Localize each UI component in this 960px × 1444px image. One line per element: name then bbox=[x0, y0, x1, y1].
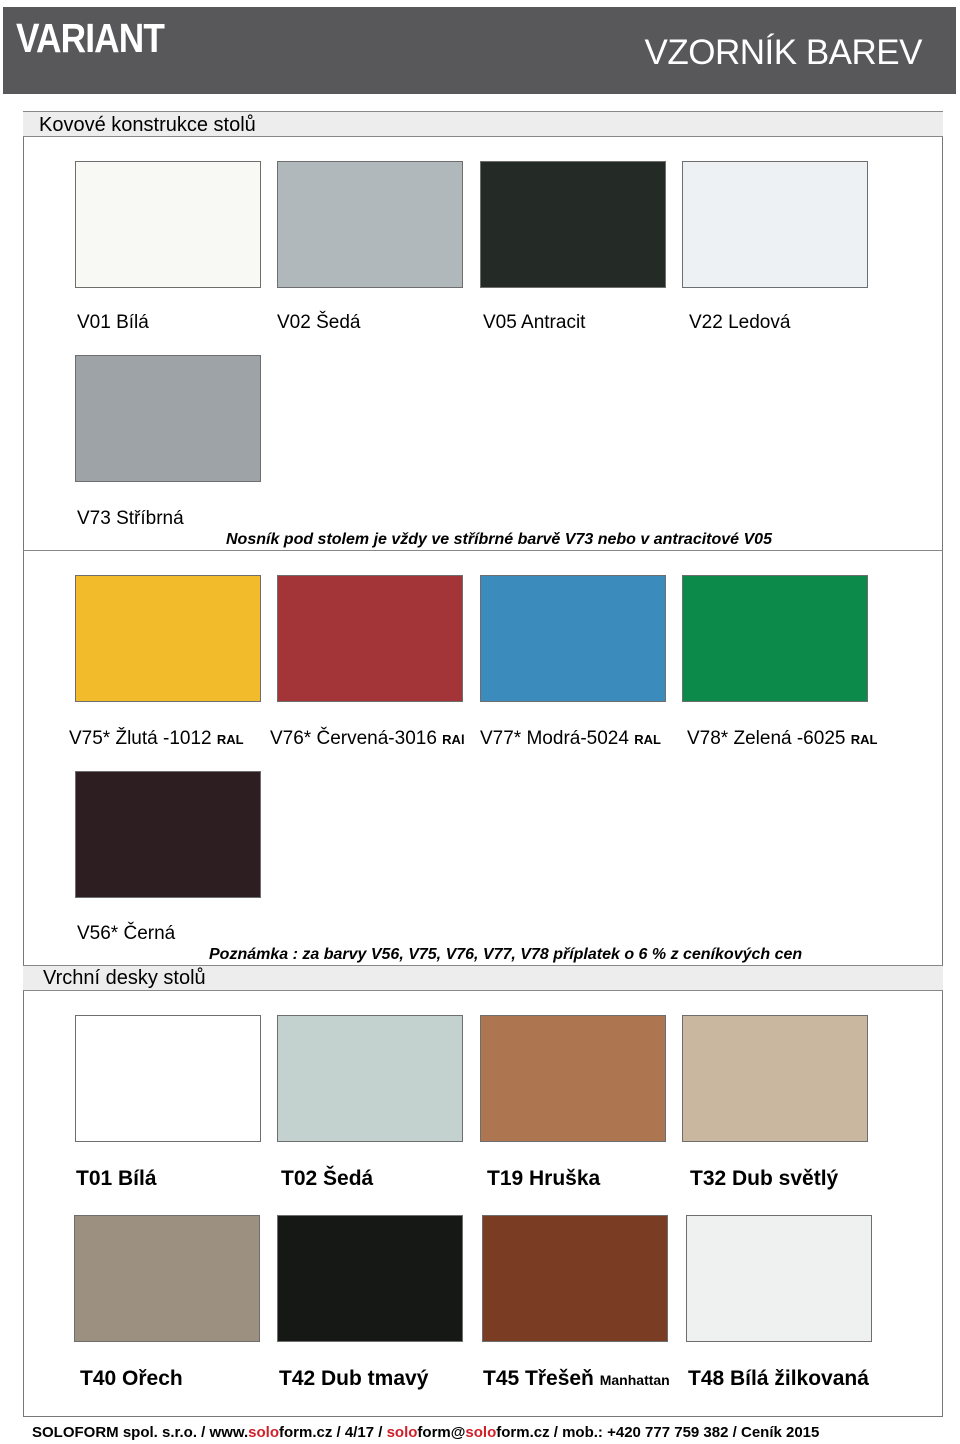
swatch-label-v78: V78* Zelená -6025 RAL bbox=[687, 728, 878, 749]
swatch-label-v56: V56* Černá bbox=[77, 923, 176, 944]
section-title-metal: Kovové konstrukce stolů bbox=[39, 114, 256, 136]
brand-logo: VARIANT bbox=[16, 15, 165, 61]
swatch-label-v05: V05 Antracit bbox=[483, 312, 586, 333]
divider bbox=[23, 550, 943, 551]
swatch-v77 bbox=[480, 575, 666, 702]
swatch-t32 bbox=[682, 1015, 868, 1142]
swatch-t02 bbox=[277, 1015, 463, 1142]
section-title-tops: Vrchní desky stolů bbox=[43, 967, 206, 989]
swatch-t19 bbox=[480, 1015, 666, 1142]
swatch-v02 bbox=[277, 161, 463, 288]
footer-company: SOLOFORM spol. s.r.o. bbox=[32, 1424, 198, 1441]
swatch-v01 bbox=[75, 161, 261, 288]
swatch-t42 bbox=[277, 1215, 463, 1342]
swatch-v05 bbox=[480, 161, 666, 288]
swatch-label-v73: V73 Stříbrná bbox=[77, 508, 184, 529]
swatch-label-t02: T02 Šedá bbox=[281, 1167, 374, 1190]
footer-page: 4/17 bbox=[344, 1424, 375, 1441]
swatch-v73 bbox=[75, 355, 261, 482]
swatch-t40 bbox=[74, 1215, 260, 1342]
price-note: Poznámka : za barvy V56, V75, V76, V77, V78 příplatek o 6 % z ceníkových cen bbox=[209, 946, 803, 963]
swatch-label-t01: T01 Bílá bbox=[76, 1167, 157, 1190]
footer-pricelist: Ceník 2015 bbox=[740, 1424, 820, 1441]
swatch-t45 bbox=[482, 1215, 668, 1342]
swatch-label-v77: V77* Modrá-5024 RAL bbox=[480, 728, 661, 749]
swatch-t01 bbox=[75, 1015, 261, 1142]
swatch-v22 bbox=[682, 161, 868, 288]
footer-email[interactable]: soloform@soloform.cz bbox=[386, 1424, 550, 1441]
swatch-label-v76: V76* Červená-3016 RAl bbox=[270, 728, 465, 749]
page-footer: SOLOFORM spol. s.r.o. / www.soloform.cz / 4/17 / soloform@soloform.cz / mob.: +420 777 759 382 / Ceník 2015 bbox=[32, 1424, 820, 1441]
swatch-label-t48: T48 Bílá žilkovaná bbox=[688, 1367, 869, 1390]
stand-note: Nosník pod stolem je vždy ve stříbrné barvě V73 nebo v antracitové V05 bbox=[226, 531, 772, 548]
swatch-v56 bbox=[75, 771, 261, 898]
swatch-label-v02: V02 Šedá bbox=[277, 312, 361, 333]
swatch-label-v75: V75* Žlutá -1012 RAL bbox=[69, 728, 244, 749]
swatch-v75 bbox=[75, 575, 261, 702]
footer-website[interactable]: www.soloform.cz bbox=[209, 1424, 333, 1441]
swatch-v78 bbox=[682, 575, 868, 702]
footer-mobile: mob.: +420 777 759 382 bbox=[562, 1424, 729, 1441]
swatch-label-v01: V01 Bílá bbox=[77, 312, 149, 333]
page-header bbox=[3, 7, 956, 94]
swatch-label-t45: T45 Třešeň Manhattan bbox=[483, 1367, 670, 1390]
swatch-t48 bbox=[686, 1215, 872, 1342]
page-title: VZORNÍK BAREV bbox=[644, 33, 922, 72]
swatch-label-t32: T32 Dub světlý bbox=[690, 1167, 839, 1190]
swatch-label-t40: T40 Ořech bbox=[80, 1367, 183, 1390]
swatch-v76 bbox=[277, 575, 463, 702]
swatch-label-t19: T19 Hruška bbox=[487, 1167, 601, 1190]
swatch-label-t42: T42 Dub tmavý bbox=[279, 1367, 429, 1390]
swatch-label-v22: V22 Ledová bbox=[689, 312, 791, 333]
